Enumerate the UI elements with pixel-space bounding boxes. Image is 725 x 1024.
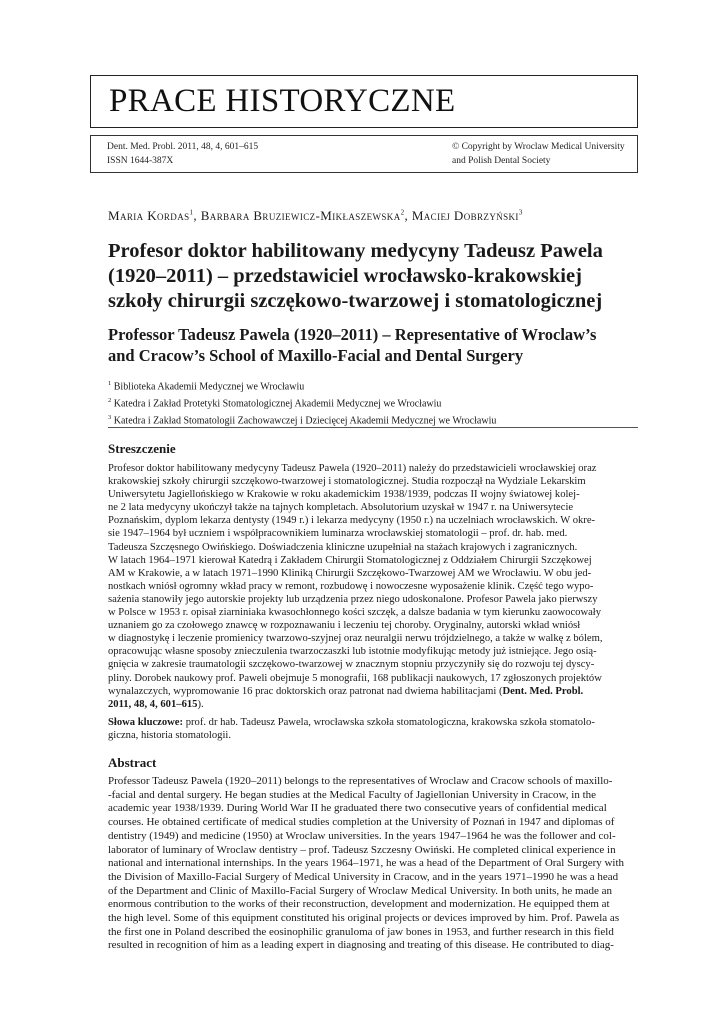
text-line: Professor Tadeusz Pawela (1920–2011) belongs to the representatives of Wroclaw and Cracow schools of maxillo- xyxy=(108,775,613,787)
reference-bold: 2011, 48, 4, 601–615 xyxy=(108,698,198,710)
text-line: -facial and dental surgery. He began studies at the Medical Faculty of Jagiellonian University in Cracow, in the xyxy=(108,788,597,801)
text-line: ne 2 lata medycyny ukończył także na tajnych kompletach. Absolutorium uzyskał w 1947 r. na Uniwersytecie xyxy=(108,502,574,514)
article-title-polish xyxy=(108,239,638,314)
text-line: Poznańskim, dyplom lekarza dentysty (1949 r.) i lekarza medycyny (1950 r.) na uczelniach wrocławskich. W okre- xyxy=(108,515,596,527)
text-fragment: ). xyxy=(197,698,204,710)
text-line: laborator of luminary of Wroclaw dentistry – prof. Tadeusz Szczesny Owiński. He completed clinical experience in xyxy=(108,843,616,856)
abstract-heading: Abstract xyxy=(108,755,157,770)
journal-title: PRACE HISTORYCZNE xyxy=(109,83,456,119)
author-name: Barbara Bruziewicz-Mikłaszewska xyxy=(200,208,401,223)
citation-box xyxy=(90,135,638,173)
issn-line: ISSN 1644-387X xyxy=(107,156,174,166)
text-line: the first one in Poland described the eosinophilic granuloma of jaw bones in 1953, and further research in this field xyxy=(108,925,614,938)
text-line: Tadeusza Szczęsnego Owińskiego. Doświadczenia kliniczne uzupełniał na stażach krajowych i zagranicznych. xyxy=(108,541,578,553)
affiliation-text: Katedra i Zakład Protetyki Stomatologicznej Akademii Medycznej we Wrocławiu xyxy=(113,398,442,410)
title-line: szkoły chirurgii szczękowo-twarzowej i stomatologicznej xyxy=(108,290,603,312)
author-affil-sup: 2 xyxy=(400,208,405,217)
title-line: (1920–2011) – przedstawiciel wrocławsko-krakowskiej xyxy=(108,265,582,287)
text-line xyxy=(108,698,204,711)
affiliation-sup: 2 xyxy=(108,396,112,404)
copyright-line-2: and Polish Dental Society xyxy=(452,156,551,166)
title-line: Professor Tadeusz Pawela (1920–2011) – Representative of Wroclaw’s xyxy=(108,325,597,344)
text-line: Profesor doktor habilitowany medycyny Tadeusz Pawela (1920–2011) należy do przedstawicieli wrocławskiej oraz xyxy=(108,463,597,474)
copyright-info xyxy=(452,140,625,168)
author-name: Maciej Dobrzyński xyxy=(411,208,519,223)
affiliations xyxy=(108,377,496,427)
text-line: of the Department and Clinic of Maxillo-Facial Surgery of Wroclaw Medical University. In both units, he made an xyxy=(108,884,613,897)
affiliation-text: Katedra i Zakład Stomatologii Zachowawczej i Dziecięcej Akademii Medycznej we Wrocławiu xyxy=(113,414,497,426)
affiliation-item xyxy=(108,377,496,394)
text-line: nostkach wniósł ogromny wkład pracy w remont, rozbudowę i nowoczesne wyposażenie klinik. Część tego wypo- xyxy=(108,580,594,592)
citation-info xyxy=(107,140,258,168)
article-title-english xyxy=(108,324,638,366)
title-line: and Cracow’s School of Maxillo-Facial and Dental Surgery xyxy=(108,346,524,365)
text-line: gnięcia w zakresie traumatologii szczękowo-twarzowej w znacznym stopniu przyczyniły się do rozwoju tej dyscy- xyxy=(108,659,595,671)
streszczenie-text xyxy=(108,462,638,711)
section-divider xyxy=(108,427,638,428)
text-line: w Polsce w 1953 r. opisał ziarniniaka kwasochłonnego kości szczęk, a dalsze badania w tym kierunku zaowocowały xyxy=(108,607,602,619)
text-line: sie 1947–1964 był uczniem i współpracownikiem luminarza wrocławskiej stomatologii – prof. dr. hab. med. xyxy=(108,528,568,540)
affiliation-item xyxy=(108,411,496,428)
text-line: resulted in recognition of him as a leading expert in diagnosing and treating of this disease. He contributed to diag- xyxy=(108,939,614,952)
abstract-section xyxy=(108,755,638,953)
keywords xyxy=(108,716,638,742)
text-line: academic year 1938/1939. During World War II he graduated there two consecutive years of confidential medical xyxy=(108,802,607,815)
keywords-text: prof. dr hab. Tadeusz Pawela, wrocławska szkoła stomatologiczna, krakowska szkoła stomatolo- xyxy=(183,716,595,728)
text-line: national and international internships. In the years 1964–1971, he was a head of the Department of Oral Surgery with xyxy=(108,857,625,870)
text-line: opracowując własne sposoby znieczulenia twarzoczaszki lub istotnie modyfikując metody już istniejące. Jego osią- xyxy=(108,646,597,658)
text-line: AM w Krakowie, a w latach 1971–1990 Kliniką Chirurgii Szczękowo-Twarzowej AM we Wrocławiu. W obu jed- xyxy=(108,567,592,579)
affiliation-sup: 1 xyxy=(108,380,112,387)
text-line: w diagnostykę i leczenie promienicy twarzowo-szyjnej oraz neuralgii nerwu trójdzielnego, a także w walkę z bólem, xyxy=(108,633,603,645)
text-line-last xyxy=(108,685,583,698)
affiliation-item xyxy=(108,394,496,411)
author-affil-sup: 1 xyxy=(189,208,194,217)
reference-bold: Dent. Med. Probl. xyxy=(502,685,584,697)
author-name: Maria Kordas xyxy=(108,208,190,223)
streszczenie-heading: Streszczenie xyxy=(108,441,176,456)
text-line: Uniwersytetu Jagiellońskiego w Krakowie w roku akademickim 1938/1939, podczas II wojny światowej kolej- xyxy=(108,489,580,501)
citation-line: Dent. Med. Probl. 2011, 48, 4, 601–615 xyxy=(107,142,259,152)
title-line: Profesor doktor habilitowany medycyny Tadeusz Pawela xyxy=(108,240,603,262)
text-line: krakowskiej szkoły chirurgii szczękowo-twarzowej i stomatologicznej. Studia rozpoczął na Wydziale Lekarskim xyxy=(108,476,586,488)
affiliation-text: Biblioteka Akademii Medycznej we Wrocławiu xyxy=(113,381,305,393)
text-line: pliny. Dorobek naukowy prof. Paweli obejmuje 5 monografii, 168 publikacji naukowych, 17 zgłoszonych projektów xyxy=(108,672,602,684)
journal-header-box xyxy=(90,75,638,128)
text-line: sażenia stanowiły jego autorskie projekty lub urządzenia przez niego udoskonalone. Profesor Pawela jako pierwszy xyxy=(108,593,598,605)
author-affil-sup: 3 xyxy=(518,208,523,217)
abstract-text xyxy=(108,775,638,953)
keywords-line xyxy=(108,716,595,729)
copyright-line-1: © Copyright by Wroclaw Medical University xyxy=(452,142,625,152)
text-line: the high level. Some of this equipment constituted his original projects or devices improved by him. Prof. Pawela as xyxy=(108,912,620,925)
text-line: dentistry (1949) and medicine (1950) at Wroclaw universities. In the years 1947–1964 he was the follower and col- xyxy=(108,829,616,842)
affiliation-sup: 3 xyxy=(108,413,112,421)
keywords-label: Słowa kluczowe: xyxy=(108,716,184,728)
text-line: the Division of Maxillo-Facial Surgery of Medical University in Cracow, and in the years 1971–1990 he was a head xyxy=(108,870,619,883)
text-line: uznaniem go za czołowego znawcę w rozpoznawaniu i leczeniu tej choroby. Oryginalny, autorski wkład wniósł xyxy=(108,620,581,632)
text-fragment: wynalazczych, wypromowanie 16 prac doktorskich oraz patronat nad dwiema habilitacjami ( xyxy=(108,685,503,697)
author-list: Maria Kordas$^1$, Barbara Bruziewicz-Mikłaszewska$^2$, Maciej Dobrzyński$^3$ xyxy=(108,208,523,223)
streszczenie-section xyxy=(108,441,638,742)
text-line: W latach 1964–1971 kierował Katedrą i Zakładem Chirurgii Stomatologicznej z Oddziałem Chirurgii Szczękowej xyxy=(108,554,592,566)
keywords-line: giczna, historia stomatologii. xyxy=(108,729,231,741)
text-line: enormous contribution to the works of their reconstruction, development and modernization. He equipped them at xyxy=(108,898,610,911)
text-line: courses. He obtained certificate of medical studies completion at the University of Poznań in 1947 and diplomas of xyxy=(108,816,615,829)
